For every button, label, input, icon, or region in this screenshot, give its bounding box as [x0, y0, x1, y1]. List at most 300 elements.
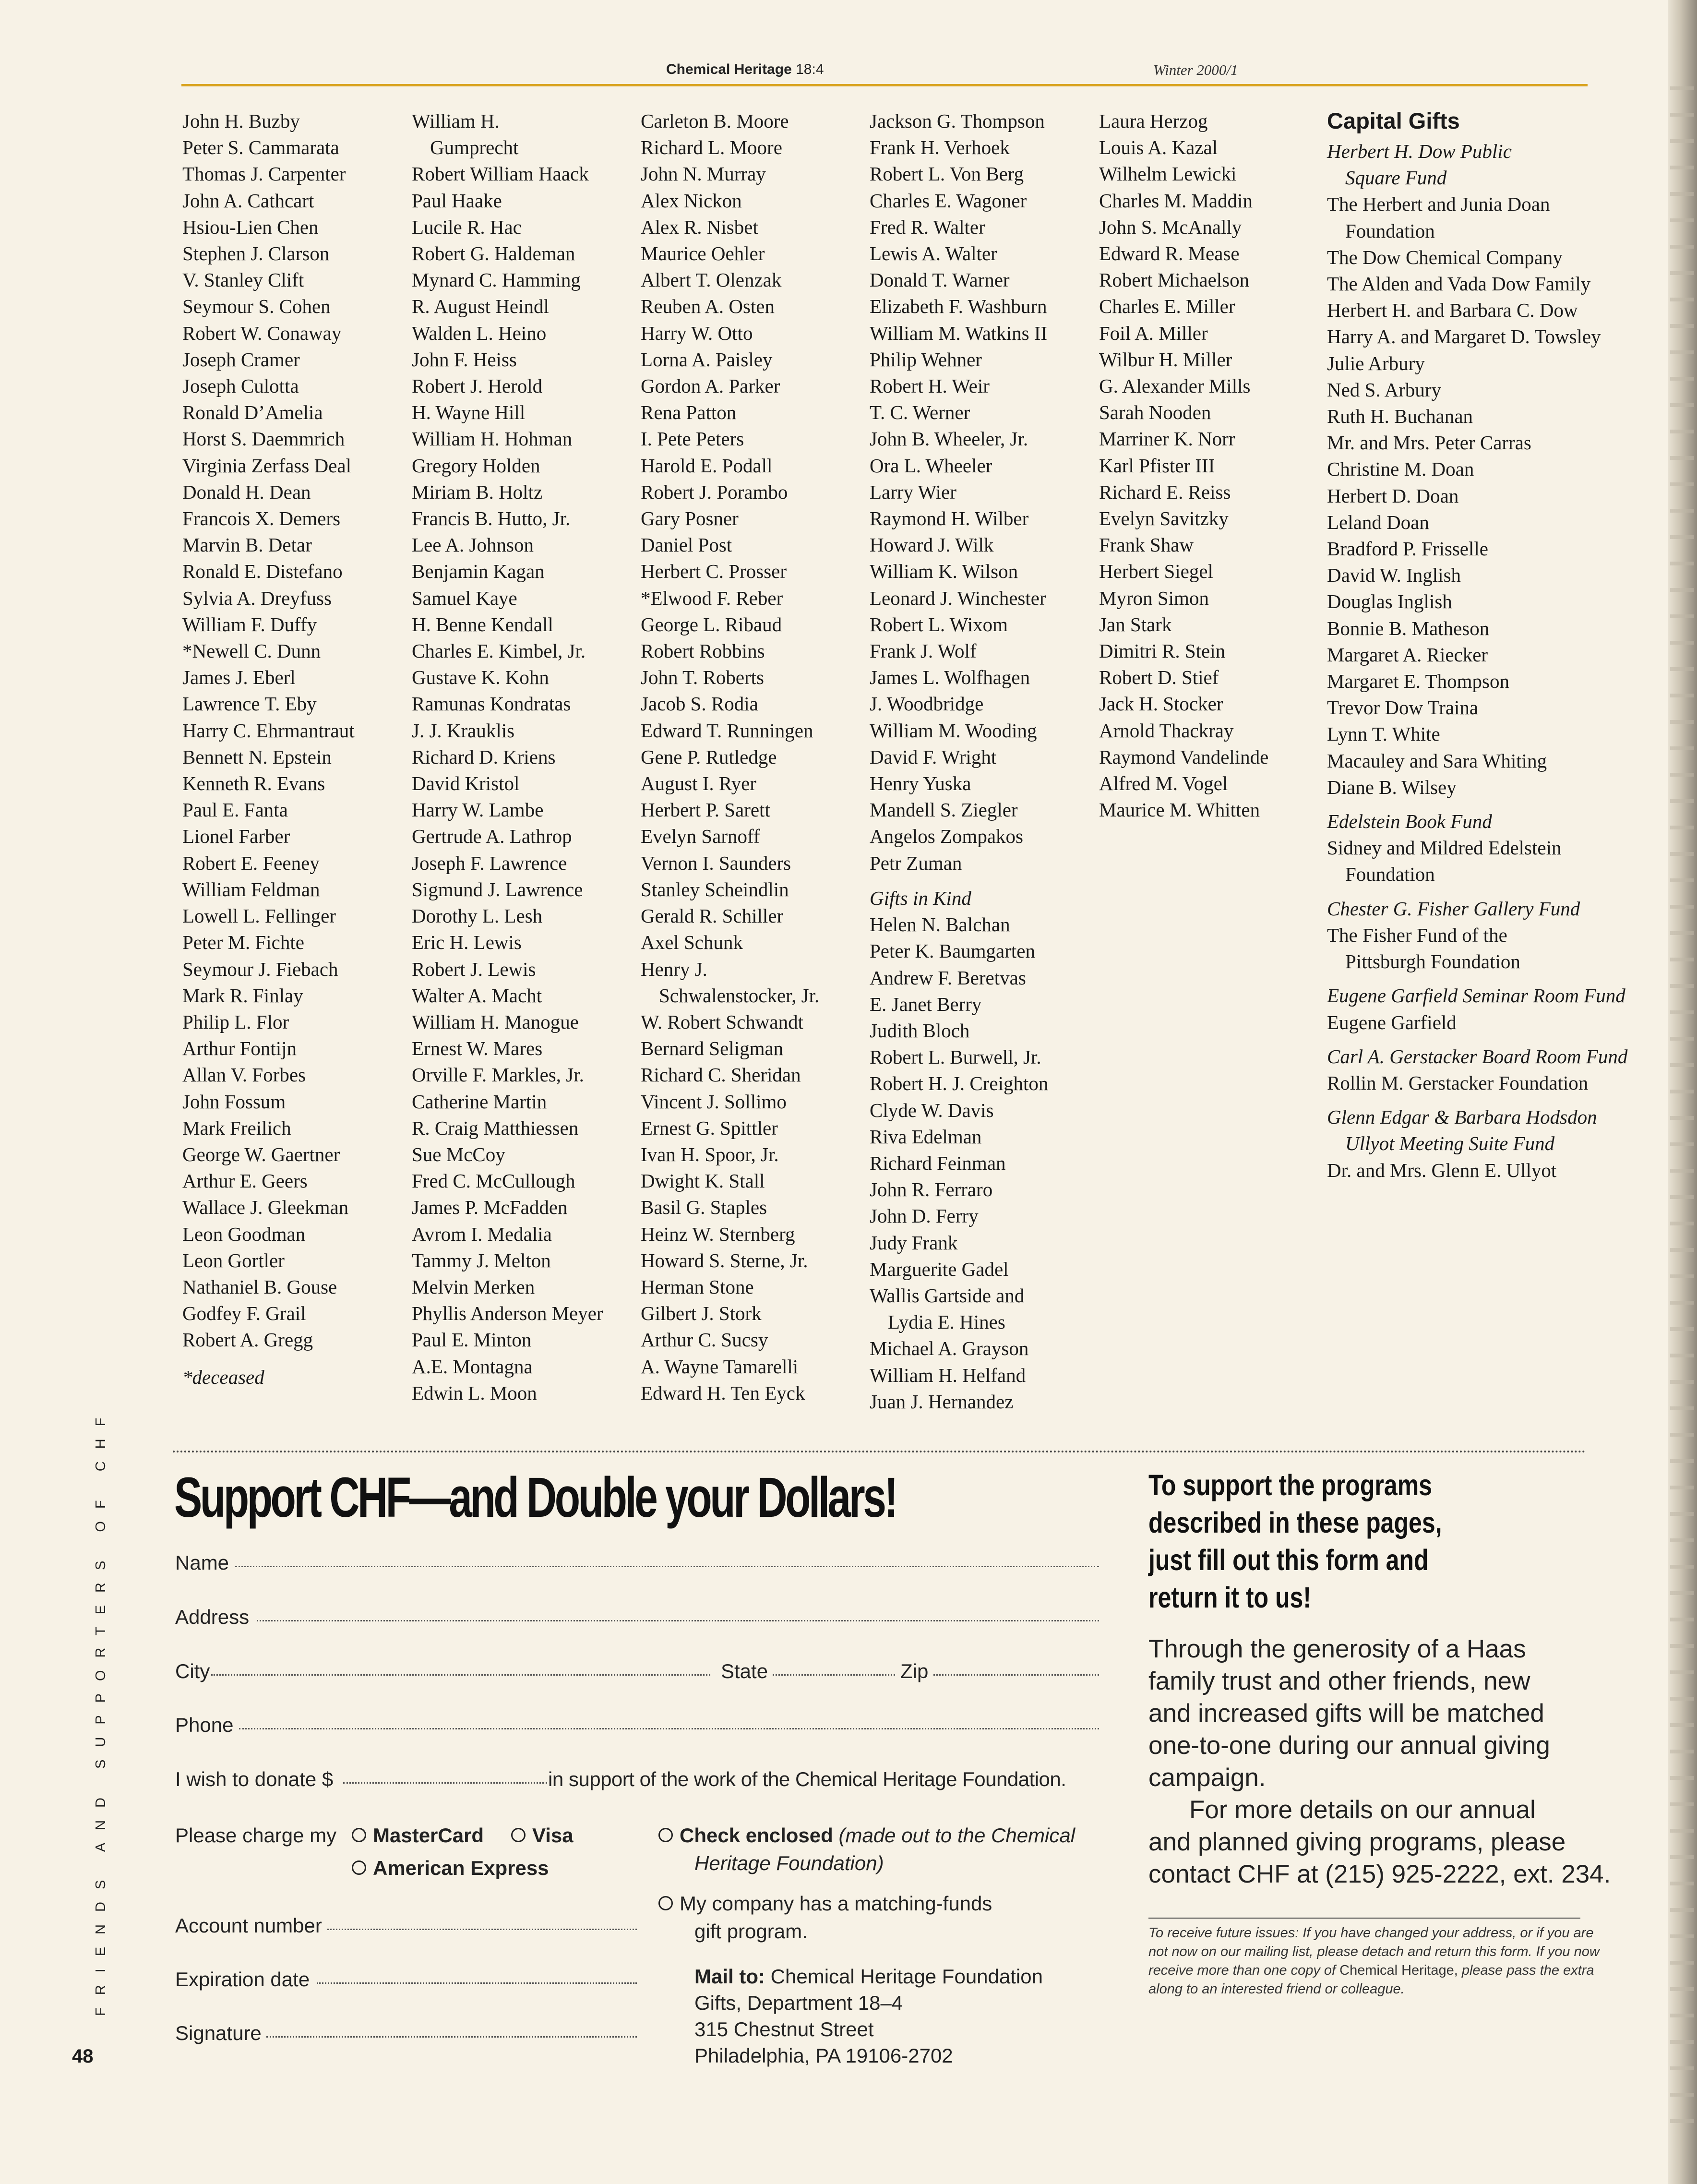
- capital-gifts-heading: Capital Gifts: [1327, 108, 1460, 133]
- donor-name: Richard D. Kriens: [412, 745, 556, 768]
- name-field[interactable]: [235, 1566, 1099, 1567]
- donor-name: Harry A. and Margaret D. Towsley: [1327, 325, 1601, 348]
- donor-name: George L. Ribaud: [641, 613, 782, 636]
- name-label: Name: [175, 1551, 229, 1574]
- donor-name: H. Benne Kendall: [412, 613, 553, 636]
- donor-name: Bradford P. Frisselle: [1327, 538, 1488, 560]
- donor-name: Alfred M. Vogel: [1099, 772, 1228, 795]
- donor-name: Edward T. Runningen: [641, 719, 813, 742]
- donor-name: J. J. Krauklis: [412, 719, 515, 742]
- signature-field[interactable]: [266, 2036, 637, 2038]
- donor-name: Jackson G. Thompson: [870, 110, 1045, 132]
- donor-name-continued: Gumprecht: [430, 136, 519, 159]
- donor-name: Hsiou-Lien Chen: [182, 216, 319, 238]
- donor-name: Herbert H. and Barbara C. Dow: [1327, 299, 1578, 322]
- donor-name: Gustave K. Kohn: [412, 666, 549, 689]
- donor-name: Lynn T. White: [1327, 723, 1440, 745]
- donor-name: Bernard Seligman: [641, 1037, 784, 1060]
- donor-name: William Feldman: [182, 878, 320, 900]
- donor-name: Mandell S. Ziegler: [870, 799, 1018, 821]
- donor-name: Seymour J. Fiebach: [182, 958, 338, 980]
- phone-label: Phone: [175, 1714, 234, 1736]
- donor-name: Horst S. Daemmrich: [182, 428, 345, 450]
- donor-name: Maurice M. Whitten: [1099, 799, 1260, 821]
- donor-name: Nathaniel B. Gouse: [182, 1275, 337, 1298]
- fund-heading-continued: Square Fund: [1345, 167, 1447, 189]
- expiration-field[interactable]: [317, 1982, 637, 1984]
- donor-name: Walden L. Heino: [412, 322, 547, 344]
- donor-name: Ned S. Arbury: [1327, 378, 1442, 401]
- donor-name: Wilbur H. Miller: [1099, 348, 1232, 371]
- donor-name: Donald T. Warner: [870, 269, 1010, 291]
- donor-name: John T. Roberts: [641, 666, 765, 689]
- donor-name: Gertrude A. Lathrop: [412, 825, 572, 848]
- donor-name: Paul E. Minton: [412, 1329, 532, 1351]
- donor-name: Arthur E. Geers: [182, 1170, 308, 1192]
- donor-name: Tammy J. Melton: [412, 1249, 551, 1272]
- donor-name: Catherine Martin: [412, 1090, 547, 1113]
- radio-icon: [658, 1896, 673, 1910]
- donor-name: Peter S. Cammarata: [182, 136, 339, 159]
- donor-name: Francis B. Hutto, Jr.: [412, 507, 571, 530]
- donor-name: The Fisher Fund of the: [1327, 924, 1507, 946]
- donor-name: Karl Pfister III: [1099, 454, 1215, 477]
- donor-name: Rollin M. Gerstacker Foundation: [1327, 1071, 1589, 1094]
- expiration-label: Expiration date: [175, 1968, 310, 1991]
- donor-name: Judy Frank: [870, 1231, 958, 1254]
- donor-name: Charles E. Wagoner: [870, 189, 1027, 212]
- donor-name: Arthur Fontijn: [182, 1037, 297, 1060]
- donor-name: Frank J. Wolf: [870, 640, 977, 662]
- radio-icon: [352, 1828, 366, 1842]
- matching-option[interactable]: My company has a matching-funds: [658, 1892, 992, 1915]
- donor-name: Marguerite Gadel: [870, 1258, 1009, 1280]
- zip-label: Zip: [900, 1660, 929, 1682]
- donor-name: Herman Stone: [641, 1275, 754, 1298]
- donor-name: Leonard J. Winchester: [870, 587, 1046, 609]
- donor-name: Robert J. Herold: [412, 375, 543, 397]
- donor-name: Gregory Holden: [412, 454, 540, 477]
- donor-name: Robert D. Stief: [1099, 666, 1219, 689]
- donor-name: Raymond Vandelinde: [1099, 745, 1269, 768]
- donor-name: Ronald E. Distefano: [182, 560, 343, 583]
- donor-name: Jack H. Stocker: [1099, 693, 1223, 715]
- donor-name: William H. Hohman: [412, 428, 573, 450]
- donor-name: Gary Posner: [641, 507, 739, 530]
- donor-name: Henry J.: [641, 958, 707, 980]
- donor-name: Angelos Zompakos: [870, 825, 1023, 848]
- promo-body: Through the generosity of a Haas family trust and other friends, new and increased gifts will be matched one-to-one during our annual giving campaign. For more details on our annual and planned giving programs, please contact CHF at (215) 925-2222, ext. 234.: [1148, 1635, 1611, 1888]
- fine-print-rule: [1148, 1918, 1580, 1919]
- gifts-in-kind-heading: Gifts in Kind: [870, 887, 971, 909]
- donor-name: Maurice Oehler: [641, 242, 765, 265]
- donor-name: Samuel Kaye: [412, 587, 517, 609]
- donor-name: Ernest W. Mares: [412, 1037, 543, 1060]
- donor-name: Larry Wier: [870, 480, 956, 503]
- donor-name: Howard J. Wilk: [870, 534, 994, 556]
- donor-name-continued: Foundation: [1345, 219, 1435, 242]
- donor-name: Gilbert J. Stork: [641, 1302, 762, 1325]
- donor-name: Kenneth R. Evans: [182, 772, 325, 795]
- donor-name: Petr Zuman: [870, 852, 962, 874]
- donor-name: Dwight K. Stall: [641, 1170, 765, 1192]
- donor-name: Dr. and Mrs. Glenn E. Ullyot: [1327, 1159, 1557, 1181]
- donor-name: Herbert P. Sarett: [641, 799, 770, 821]
- donor-name: Ronald D’Amelia: [182, 401, 323, 424]
- donor-name: Miriam B. Holtz: [412, 480, 543, 503]
- donor-name: William M. Wooding: [870, 719, 1037, 742]
- donor-name: Juan J. Hernandez: [870, 1390, 1014, 1413]
- donor-name: Margaret A. Riecker: [1327, 643, 1488, 666]
- detach-line: [173, 1451, 1586, 1452]
- donor-name: William H. Helfand: [870, 1364, 1026, 1386]
- donor-name: Robert A. Gregg: [182, 1329, 313, 1351]
- donor-name: A. Wayne Tamarelli: [641, 1355, 799, 1378]
- city-label: City: [175, 1660, 210, 1682]
- donor-name: Bonnie B. Matheson: [1327, 617, 1490, 639]
- address-field[interactable]: [257, 1620, 1099, 1621]
- donor-name: Richard L. Moore: [641, 136, 782, 159]
- donor-name: Herbert Siegel: [1099, 560, 1213, 583]
- account-label: Account number: [175, 1914, 322, 1937]
- donor-name: Paul Haake: [412, 189, 502, 212]
- donor-name: Eric H. Lewis: [412, 931, 522, 954]
- matching-note: gift program.: [694, 1920, 808, 1943]
- donor-name: Helen N. Balchan: [870, 913, 1010, 936]
- donor-name: Richard C. Sheridan: [641, 1064, 801, 1086]
- donor-name: Gene P. Rutledge: [641, 745, 777, 768]
- donor-name: John H. Buzby: [182, 110, 300, 132]
- donor-name: Robert L. Von Berg: [870, 163, 1024, 185]
- donor-name: William K. Wilson: [870, 560, 1018, 583]
- donor-name: H. Wayne Hill: [412, 401, 526, 424]
- donor-name: Robert L. Wixom: [870, 613, 1008, 636]
- donor-name: Frank Shaw: [1099, 534, 1194, 556]
- donor-name: Gordon A. Parker: [641, 375, 780, 397]
- state-label: State: [721, 1660, 768, 1682]
- donor-name: Douglas Inglish: [1327, 590, 1452, 613]
- donor-name: Wallace J. Gleekman: [182, 1196, 349, 1219]
- fund-heading: Herbert H. Dow Public: [1327, 140, 1512, 162]
- donor-name: Andrew F. Beretvas: [870, 966, 1026, 989]
- donor-name: Richard Feinman: [870, 1152, 1006, 1174]
- zip-field[interactable]: [933, 1674, 1099, 1676]
- donor-name: Wallis Gartside and: [870, 1284, 1025, 1307]
- donor-name: David Kristol: [412, 772, 520, 795]
- donor-name: William F. Duffy: [182, 613, 317, 636]
- check-option[interactable]: Check enclosed (made out to the Chemical: [658, 1824, 1075, 1847]
- radio-icon: [658, 1828, 673, 1842]
- donor-name: Margaret E. Thompson: [1327, 670, 1509, 693]
- fund-heading: Edelstein Book Fund: [1327, 810, 1492, 833]
- donor-name: Bennett N. Epstein: [182, 745, 332, 768]
- donor-name: David W. Inglish: [1327, 564, 1461, 587]
- donor-name: Michael A. Grayson: [870, 1337, 1029, 1360]
- donor-name: Dorothy L. Lesh: [412, 905, 543, 927]
- donor-name: Robert J. Lewis: [412, 958, 536, 980]
- donor-name: W. Robert Schwandt: [641, 1010, 803, 1033]
- donor-name: Eugene Garfield: [1327, 1011, 1457, 1033]
- donor-name: A.E. Montagna: [412, 1355, 533, 1378]
- donor-name: T. C. Werner: [870, 401, 970, 424]
- donor-name: Vernon I. Saunders: [641, 852, 791, 874]
- donor-name: G. Alexander Mills: [1099, 375, 1251, 397]
- phone-field[interactable]: [239, 1728, 1099, 1729]
- donor-name: Macauley and Sara Whiting: [1327, 749, 1547, 772]
- donor-name: Ernest G. Spittler: [641, 1116, 778, 1139]
- donor-name: I. Pete Peters: [641, 428, 744, 450]
- donor-name: John B. Wheeler, Jr.: [870, 428, 1028, 450]
- donor-name: Rena Patton: [641, 401, 737, 424]
- donor-name: Vincent J. Sollimo: [641, 1090, 787, 1113]
- donor-name: Frank H. Verhoek: [870, 136, 1010, 159]
- donor-name: Mr. and Mrs. Peter Carras: [1327, 432, 1531, 454]
- donor-name: Marriner K. Norr: [1099, 428, 1235, 450]
- donor-name: Allan V. Forbes: [182, 1064, 306, 1086]
- donor-name: Herbert C. Prosser: [641, 560, 787, 583]
- donor-name: V. Stanley Clift: [182, 269, 304, 291]
- donor-name-continued: Schwalenstocker, Jr.: [659, 984, 820, 1007]
- donor-name: Daniel Post: [641, 534, 732, 556]
- donor-name: Judith Bloch: [870, 1019, 970, 1042]
- donor-name: Diane B. Wilsey: [1327, 776, 1457, 798]
- donor-name: Lionel Farber: [182, 825, 290, 848]
- donor-name: Donald H. Dean: [182, 480, 311, 503]
- donor-name: Sarah Nooden: [1099, 401, 1211, 424]
- donor-name: Robert Michaelson: [1099, 269, 1250, 291]
- donor-name: Thomas J. Carpenter: [182, 163, 346, 185]
- donate-suffix: in support of the work of the Chemical Heritage Foundation.: [548, 1768, 1066, 1790]
- donor-name: Harry W. Lambe: [412, 799, 544, 821]
- donor-name: R. Craig Matthiessen: [412, 1116, 579, 1139]
- donor-name: Trevor Dow Traina: [1327, 696, 1479, 719]
- donor-name: Francois X. Demers: [182, 507, 341, 530]
- donor-name: Lowell L. Fellinger: [182, 905, 336, 927]
- donor-name: Foil A. Miller: [1099, 322, 1208, 344]
- donor-name: Basil G. Staples: [641, 1196, 767, 1219]
- radio-icon: [511, 1828, 526, 1842]
- donor-name: Sue McCoy: [412, 1143, 505, 1165]
- donor-name: Herbert D. Doan: [1327, 484, 1459, 507]
- donor-name: William M. Watkins II: [870, 322, 1048, 344]
- donor-name: Edward H. Ten Eyck: [641, 1381, 805, 1404]
- donor-name: Richard E. Reiss: [1099, 480, 1231, 503]
- donor-name: R. August Heindl: [412, 295, 549, 318]
- donor-name-continued: Pittsburgh Foundation: [1345, 950, 1520, 973]
- donation-amount-field[interactable]: [343, 1782, 547, 1784]
- fund-heading: Eugene Garfield Seminar Room Fund: [1327, 984, 1625, 1007]
- donor-name: Carleton B. Moore: [641, 110, 789, 132]
- donor-column-4: [870, 108, 1048, 1415]
- donor-name: Robert E. Feeney: [182, 852, 320, 874]
- donor-name: Sidney and Mildred Edelstein: [1327, 837, 1562, 859]
- donor-name: Ruth H. Buchanan: [1327, 405, 1473, 428]
- form-headline: Support CHF—and Double your Dollars!: [174, 1466, 896, 1529]
- donor-name: Stephen J. Clarson: [182, 242, 330, 265]
- donor-name: William H.: [412, 110, 500, 132]
- donor-name: Jan Stark: [1099, 613, 1172, 636]
- visa-option[interactable]: Visa: [511, 1824, 574, 1847]
- donor-name: James J. Eberl: [182, 666, 296, 689]
- donor-name: John F. Heiss: [412, 348, 517, 371]
- donor-name: Mynard C. Hamming: [412, 269, 581, 291]
- donor-name: Charles E. Miller: [1099, 295, 1235, 318]
- magazine-title: Chemical Heritage 18:4: [666, 61, 824, 77]
- check-note: Heritage Foundation): [694, 1852, 884, 1874]
- donor-name: Peter K. Baumgarten: [870, 940, 1035, 962]
- donor-name: Marvin B. Detar: [182, 534, 312, 556]
- donor-name: Lawrence T. Eby: [182, 693, 317, 715]
- donor-name: Raymond H. Wilber: [870, 507, 1029, 530]
- donor-name: Lucile R. Hac: [412, 216, 522, 238]
- donor-name: Leon Gortler: [182, 1249, 285, 1272]
- fund-heading: Carl A. Gerstacker Board Room Fund: [1327, 1045, 1628, 1068]
- mail-to-address: Mail to: Chemical Heritage Foundation Gifts, Department 18–4 315 Chestnut Street Philadelphia, PA 19106-2702: [694, 1965, 1043, 2067]
- donor-name: Arthur C. Sucsy: [641, 1329, 768, 1351]
- donor-name: *Newell C. Dunn: [182, 640, 321, 662]
- donor-name: Jacob S. Rodia: [641, 693, 758, 715]
- donor-name: Myron Simon: [1099, 587, 1209, 609]
- donor-name: Philip Wehner: [870, 348, 982, 371]
- donor-name: James P. McFadden: [412, 1196, 568, 1219]
- fund-heading-continued: Ullyot Meeting Suite Fund: [1345, 1132, 1555, 1155]
- donor-name: Robert W. Conaway: [182, 322, 342, 344]
- donor-name: Reuben A. Osten: [641, 295, 775, 318]
- account-field[interactable]: [327, 1929, 637, 1930]
- donor-name: Lorna A. Paisley: [641, 348, 773, 371]
- donor-name: Robert J. Porambo: [641, 480, 788, 503]
- donor-name: Julie Arbury: [1327, 352, 1425, 374]
- donor-name: Robert H. Weir: [870, 375, 990, 397]
- donor-column-1: [182, 108, 355, 1391]
- donor-name: Alex R. Nisbet: [641, 216, 758, 238]
- donor-name: Fred R. Walter: [870, 216, 985, 238]
- donor-name: Sylvia A. Dreyfuss: [182, 587, 332, 609]
- donor-name: John S. McAnally: [1099, 216, 1242, 238]
- mastercard-option[interactable]: MasterCard: [352, 1824, 484, 1847]
- donor-name: August I. Ryer: [641, 772, 756, 795]
- state-field[interactable]: [773, 1674, 895, 1676]
- donor-name: Dimitri R. Stein: [1099, 640, 1226, 662]
- donor-name: Ramunas Kondratas: [412, 693, 571, 715]
- donor-name: Phyllis Anderson Meyer: [412, 1302, 603, 1325]
- donor-name: Elizabeth F. Washburn: [870, 295, 1047, 318]
- donor-name: John N. Murray: [641, 163, 766, 185]
- donor-name: *Elwood F. Reber: [641, 587, 783, 609]
- donor-name: Riva Edelman: [870, 1125, 982, 1148]
- donor-name: Walter A. Macht: [412, 984, 542, 1007]
- amex-option[interactable]: American Express: [352, 1857, 549, 1880]
- donor-name: Benjamin Kagan: [412, 560, 545, 583]
- donor-name: Orville F. Markles, Jr.: [412, 1064, 584, 1086]
- donor-name: Wilhelm Lewicki: [1099, 163, 1237, 185]
- donor-name: Harry C. Ehrmantraut: [182, 719, 355, 742]
- side-caption: FRIENDS AND SUPPORTERS OF CHF: [93, 1405, 108, 2016]
- city-field[interactable]: [211, 1674, 710, 1676]
- donor-name: Louis A. Kazal: [1099, 136, 1218, 159]
- donor-name: Laura Herzog: [1099, 110, 1208, 132]
- donor-name: Ora L. Wheeler: [870, 454, 992, 477]
- donor-name: Stanley Scheindlin: [641, 878, 789, 900]
- donor-name: Charles E. Kimbel, Jr.: [412, 640, 586, 662]
- donor-name: Howard S. Sterne, Jr.: [641, 1249, 808, 1272]
- donor-name: James L. Wolfhagen: [870, 666, 1030, 689]
- donor-name: John A. Cathcart: [182, 189, 314, 212]
- donor-name: Gerald R. Schiller: [641, 905, 784, 927]
- donor-name: Charles M. Maddin: [1099, 189, 1253, 212]
- donor-name: Mark Freilich: [182, 1116, 291, 1139]
- donor-name: Arnold Thackray: [1099, 719, 1234, 742]
- donor-column-5: [1099, 108, 1268, 823]
- donor-name: Virginia Zerfass Deal: [182, 454, 351, 477]
- donor-name: Melvin Merken: [412, 1275, 535, 1298]
- radio-icon: [352, 1860, 366, 1875]
- donor-name: The Alden and Vada Dow Family: [1327, 273, 1591, 295]
- deceased-note: *deceased: [182, 1366, 264, 1388]
- fund-heading: Chester G. Fisher Gallery Fund: [1327, 897, 1580, 920]
- issue-date: Winter 2000/1: [1153, 61, 1238, 78]
- donor-name: Robert H. J. Creighton: [870, 1072, 1049, 1095]
- donor-name: Peter M. Fichte: [182, 931, 304, 954]
- donor-name: E. Janet Berry: [870, 993, 982, 1015]
- donor-name: Leland Doan: [1327, 511, 1429, 533]
- donor-name: J. Woodbridge: [870, 693, 984, 715]
- donor-name: Leon Goodman: [182, 1223, 306, 1245]
- donor-name: Robert L. Burwell, Jr.: [870, 1046, 1041, 1068]
- running-header: [181, 57, 1588, 85]
- donor-name: Heinz W. Sternberg: [641, 1223, 795, 1245]
- donor-name: George W. Gaertner: [182, 1143, 340, 1165]
- donor-name: Godfey F. Grail: [182, 1302, 306, 1325]
- donor-name: The Dow Chemical Company: [1327, 246, 1563, 268]
- donor-name: Edward R. Mease: [1099, 242, 1240, 265]
- donor-name: Harold E. Podall: [641, 454, 773, 477]
- donor-name: Christine M. Doan: [1327, 458, 1474, 480]
- donor-name: Joseph F. Lawrence: [412, 852, 567, 874]
- donor-name: Joseph Cramer: [182, 348, 300, 371]
- donor-name: Philip L. Flor: [182, 1010, 289, 1033]
- donor-name: Henry Yuska: [870, 772, 971, 795]
- donor-name: The Herbert and Junia Doan: [1327, 193, 1550, 216]
- promo-headline: To support the programs described in these pages, just fill out this form and return it to us!: [1148, 1469, 1442, 1614]
- donor-name: Joseph Culotta: [182, 375, 299, 397]
- donor-name: John R. Ferraro: [870, 1178, 993, 1201]
- donor-name: Clyde W. Davis: [870, 1099, 994, 1121]
- donor-name: Fred C. McCullough: [412, 1170, 575, 1192]
- donor-name: Lewis A. Walter: [870, 242, 997, 265]
- donor-name: Robert Robbins: [641, 640, 765, 662]
- donor-name: Harry W. Otto: [641, 322, 753, 344]
- signature-label: Signature: [175, 2022, 262, 2044]
- donate-label: I wish to donate $: [175, 1768, 334, 1790]
- header-rule: [181, 84, 1588, 86]
- address-label: Address: [175, 1606, 250, 1628]
- donor-name-continued: Lydia E. Hines: [888, 1311, 1005, 1333]
- donor-name: Edwin L. Moon: [412, 1381, 537, 1404]
- donor-column-2: [412, 108, 603, 1406]
- donor-name-continued: Foundation: [1345, 863, 1435, 886]
- donor-name: Axel Schunk: [641, 931, 743, 954]
- fund-heading: Glenn Edgar & Barbara Hodsdon: [1327, 1106, 1597, 1128]
- donor-name: Evelyn Savitzky: [1099, 507, 1229, 530]
- donor-name: Albert T. Olenzak: [641, 269, 782, 291]
- donor-name: Robert G. Haldeman: [412, 242, 575, 265]
- donor-name: Alex Nickon: [641, 189, 742, 212]
- donor-name: David F. Wright: [870, 745, 997, 768]
- donor-column-3: [641, 108, 819, 1406]
- donor-name: John Fossum: [182, 1090, 286, 1113]
- donor-name: Mark R. Finlay: [182, 984, 303, 1007]
